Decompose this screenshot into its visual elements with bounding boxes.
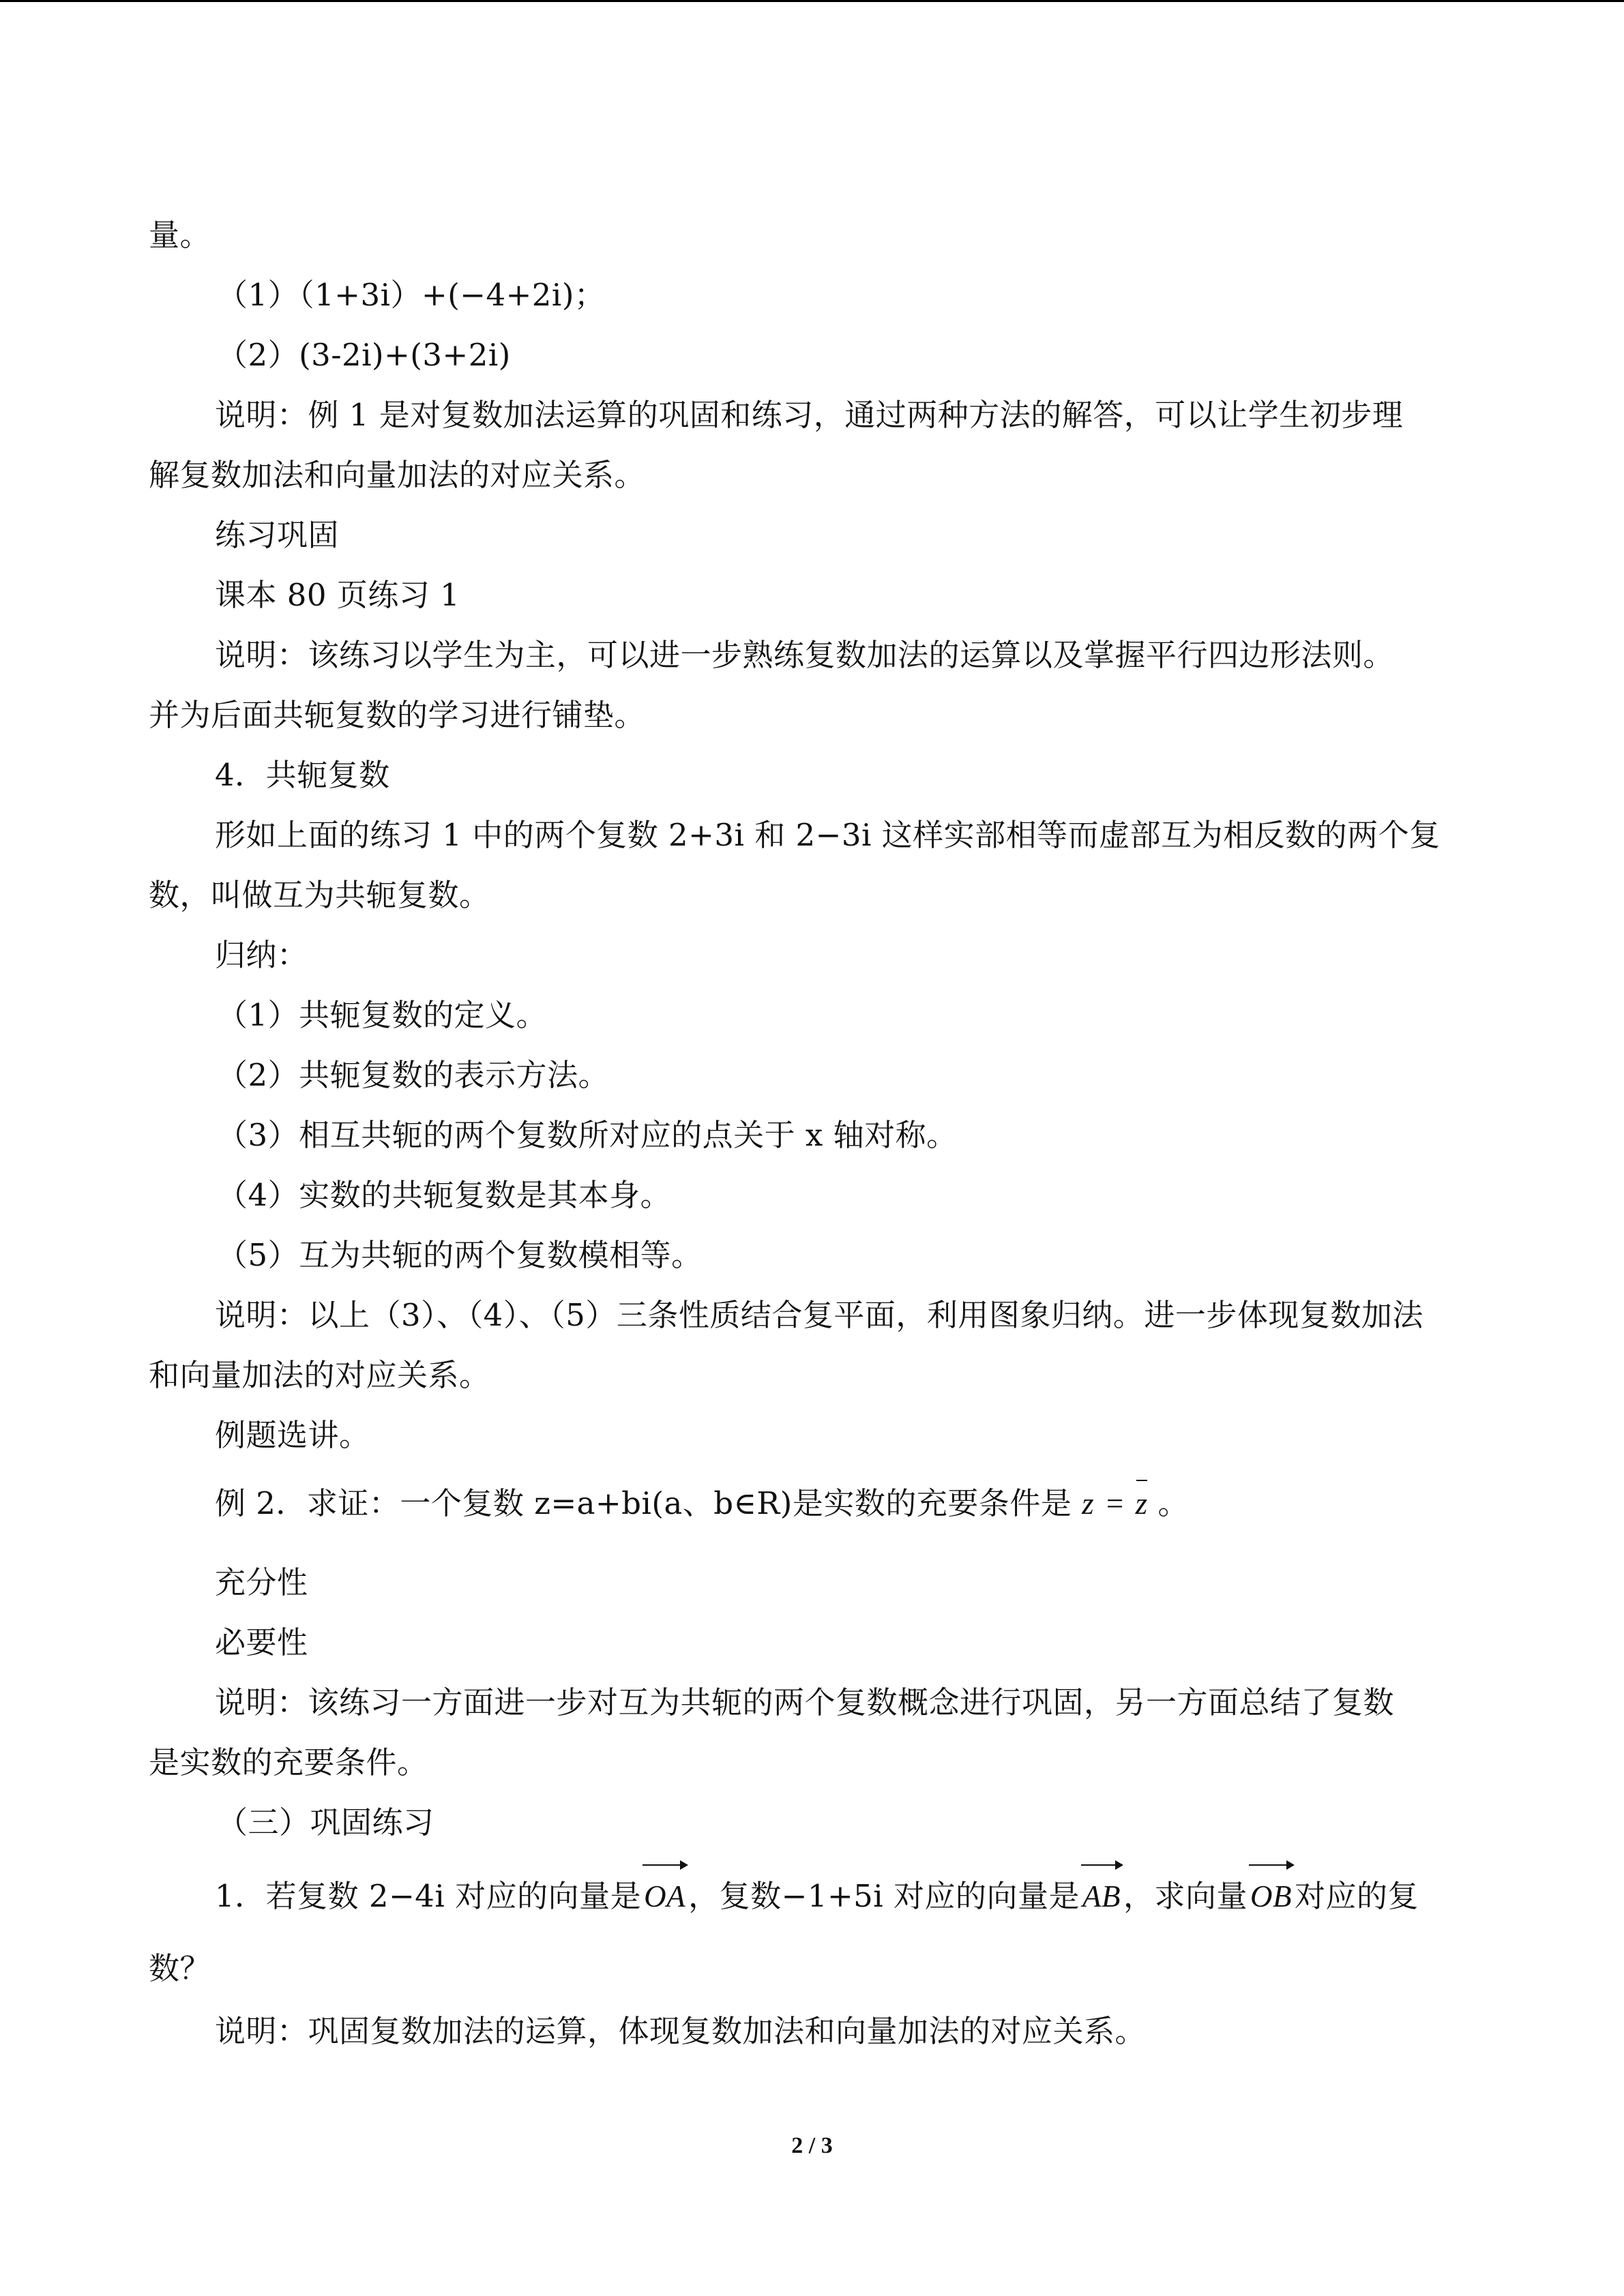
paragraph-line: 解复数加法和向量加法的对应关系。: [149, 457, 646, 493]
paragraph-line: 说明：巩固复数加法的运算，体现复数加法和向量加法的对应关系。: [215, 2013, 1147, 2049]
paragraph-line: 形如上面的练习 1 中的两个复数 2+3i 和 2−3i 这样实部相等而虚部互为相反数的两个复: [215, 817, 1441, 853]
paragraph-line: 说明：以上（3）、（4）、（5）三条性质结合复平面，利用图象归纳。进一步体现复数加法: [215, 1297, 1423, 1333]
paragraph-line: （1）（1+3i）+(−4+2i)；: [217, 277, 606, 313]
list-item: （4）实数的共轭复数是其本身。: [217, 1177, 672, 1213]
paragraph-line: 例题选讲。: [215, 1417, 370, 1453]
paragraph-line: 数？: [149, 1950, 211, 1986]
vector-ob: OB: [1247, 1877, 1295, 1916]
math-z: z: [1082, 1487, 1095, 1521]
paragraph-line: 和向量加法的对应关系。: [149, 1357, 490, 1393]
vector-arrow-icon: [643, 1864, 687, 1866]
paragraph-line: 量。: [149, 217, 211, 253]
paragraph-line: 必要性: [215, 1624, 308, 1660]
list-item: （1）共轭复数的定义。: [217, 997, 548, 1033]
exercise-1-text: 对应的复: [1294, 1878, 1419, 1914]
section-heading: 4．共轭复数: [215, 757, 390, 793]
paragraph-line: 说明：例 1 是对复数加法运算的巩固和练习，通过两种方法的解答，可以让学生初步理: [215, 397, 1404, 433]
vector-arrow-icon: [1081, 1864, 1122, 1866]
list-item: （5）互为共轭的两个复数模相等。: [217, 1237, 703, 1273]
top-border-rule: [0, 0, 1624, 2]
exercise-1-line: [215, 1877, 1419, 1916]
section-heading: （三）巩固练习: [217, 1804, 434, 1840]
paragraph-line: 并为后面共轭复数的学习进行铺垫。: [149, 697, 646, 733]
paragraph-line: 说明：该练习一方面进一步对互为共轭的两个复数概念进行巩固，另一方面总结了复数: [215, 1684, 1395, 1720]
math-equals: =: [1104, 1487, 1125, 1521]
vector-arrow-icon: [1249, 1864, 1293, 1866]
exercise-1-text: ，复数−1+5i 对应的向量是: [688, 1878, 1080, 1914]
paragraph-line: 归纳：: [215, 937, 308, 973]
paragraph-line: 练习巩固: [215, 517, 340, 553]
paragraph-line: 数，叫做互为共轭复数。: [149, 877, 490, 913]
list-item: （2）共轭复数的表示方法。: [217, 1057, 610, 1093]
example-2-line: [215, 1484, 1189, 1523]
page-number: 2 / 3: [791, 2133, 833, 2158]
paragraph-line: 说明：该练习以学生为主，可以进一步熟练复数加法的运算以及掌握平行四边形法则。: [215, 637, 1395, 673]
paragraph-line: （2）(3-2i)+(3+2i): [217, 337, 511, 373]
paragraph-line: 充分性: [215, 1564, 308, 1600]
example-2-end: 。: [1157, 1485, 1189, 1521]
list-item: （3）相互共轭的两个复数所对应的点关于 x 轴对称。: [217, 1117, 958, 1153]
vector-ab: AB: [1080, 1877, 1123, 1916]
exercise-1-text: 1．若复数 2−4i 对应的向量是: [215, 1878, 642, 1914]
exercise-1-text: ，求向量: [1123, 1878, 1247, 1914]
paragraph-line: 是实数的充要条件。: [149, 1744, 428, 1780]
paragraph-line: 课本 80 页练习 1: [215, 577, 460, 613]
math-z-conjugate: z: [1136, 1484, 1148, 1523]
vector-oa: OA: [641, 1877, 688, 1916]
example-2-text: 例 2．求证：一个复数 z=a+bi(a、b∈R)是实数的充要条件是: [215, 1485, 1072, 1521]
